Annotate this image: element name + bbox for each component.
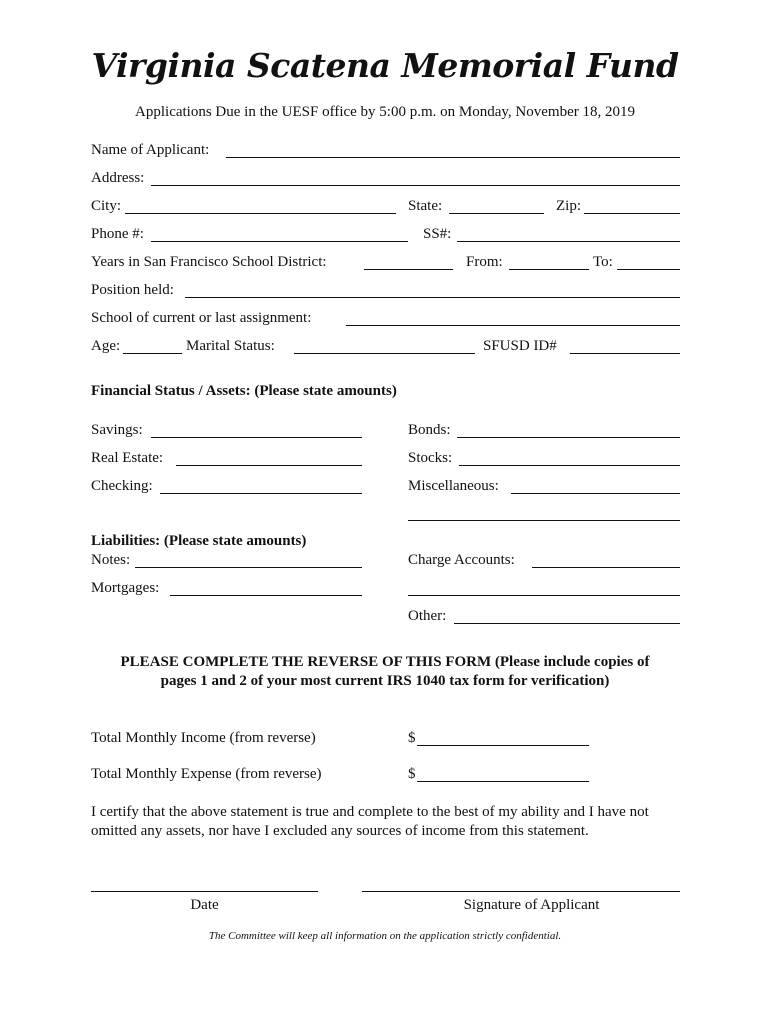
signature-field[interactable] (362, 891, 680, 892)
bonds-label: Bonds: (408, 422, 451, 438)
notes-label: Notes: (91, 552, 131, 568)
liabilities-heading: Liabilities: (Please state amounts) (91, 533, 307, 549)
state-label: State: (408, 198, 443, 214)
to-label: To: (593, 254, 613, 270)
charge-field-line-2[interactable] (408, 595, 680, 596)
zip-field[interactable] (584, 213, 680, 214)
years-label: Years in San Francisco School District: (91, 254, 327, 270)
real-estate-field[interactable] (176, 465, 362, 466)
marital-label: Marital Status: (186, 338, 275, 354)
name-label: Name of Applicant: (91, 142, 210, 158)
sfusd-field[interactable] (570, 353, 680, 354)
reverse-notice-line-1: PLEASE COMPLETE THE REVERSE OF THIS FORM (Please include copies of (120, 654, 650, 670)
certification-text: I certify that the above statement is true and complete to the best of my ability and I have not omitted any assets, nor have I excluded any sources of income from this statement. (91, 804, 649, 839)
city-label: City: (91, 198, 122, 214)
savings-label: Savings: (91, 422, 143, 438)
years-field[interactable] (364, 269, 453, 270)
zip-label: Zip: (556, 198, 581, 214)
ss-field[interactable] (457, 241, 680, 242)
sfusd-label: SFUSD ID# (483, 338, 557, 354)
mortgages-label: Mortgages: (91, 580, 160, 596)
other-field[interactable] (454, 623, 680, 624)
savings-field[interactable] (151, 437, 362, 438)
misc-field[interactable] (511, 493, 680, 494)
marital-field[interactable] (294, 353, 475, 354)
age-label: Age: (91, 338, 121, 354)
other-label: Other: (408, 608, 447, 624)
notes-field[interactable] (135, 567, 362, 568)
income-currency: $ (408, 730, 416, 746)
name-field[interactable] (226, 157, 680, 158)
bonds-field[interactable] (457, 437, 680, 438)
checking-label: Checking: (91, 478, 153, 494)
ss-label: SS#: (423, 226, 452, 242)
expense-field[interactable] (417, 781, 589, 782)
expense-currency: $ (408, 766, 416, 782)
stocks-label: Stocks: (408, 450, 453, 466)
school-field[interactable] (346, 325, 680, 326)
address-field[interactable] (151, 185, 680, 186)
state-field[interactable] (449, 213, 544, 214)
income-label: Total Monthly Income (from reverse) (91, 730, 316, 746)
position-label: Position held: (91, 282, 174, 298)
address-label: Address: (91, 170, 145, 186)
financial-heading: Financial Status / Assets: (Please state amounts) (91, 383, 397, 399)
date-field[interactable] (91, 891, 318, 892)
to-field[interactable] (617, 269, 680, 270)
form-title: Virginia Scatena Memorial Fund (91, 46, 679, 85)
income-field[interactable] (417, 745, 589, 746)
reverse-notice-line-2: pages 1 and 2 of your most current IRS 1040 tax form for verification) (160, 673, 610, 689)
misc-label: Miscellaneous: (408, 478, 499, 494)
from-field[interactable] (509, 269, 589, 270)
confidentiality-note: The Committee will keep all information on the application strictly confidential. (208, 930, 562, 942)
due-date-notice: Applications Due in the UESF office by 5:00 p.m. on Monday, November 18, 2019 (135, 104, 635, 120)
position-field[interactable] (185, 297, 680, 298)
misc-field-line-2[interactable] (408, 520, 680, 521)
city-field[interactable] (125, 213, 396, 214)
charge-label: Charge Accounts: (408, 552, 515, 568)
expense-label: Total Monthly Expense (from reverse) (91, 766, 322, 782)
stocks-field[interactable] (459, 465, 680, 466)
signature-label: Signature of Applicant (463, 897, 600, 913)
real-estate-label: Real Estate: (91, 450, 164, 466)
mortgages-field[interactable] (170, 595, 362, 596)
from-label: From: (466, 254, 503, 270)
charge-field[interactable] (532, 567, 680, 568)
checking-field[interactable] (160, 493, 362, 494)
phone-field[interactable] (151, 241, 408, 242)
phone-label: Phone #: (91, 226, 144, 242)
date-label: Date (190, 897, 219, 913)
school-label: School of current or last assignment: (91, 310, 312, 326)
age-field[interactable] (123, 353, 182, 354)
